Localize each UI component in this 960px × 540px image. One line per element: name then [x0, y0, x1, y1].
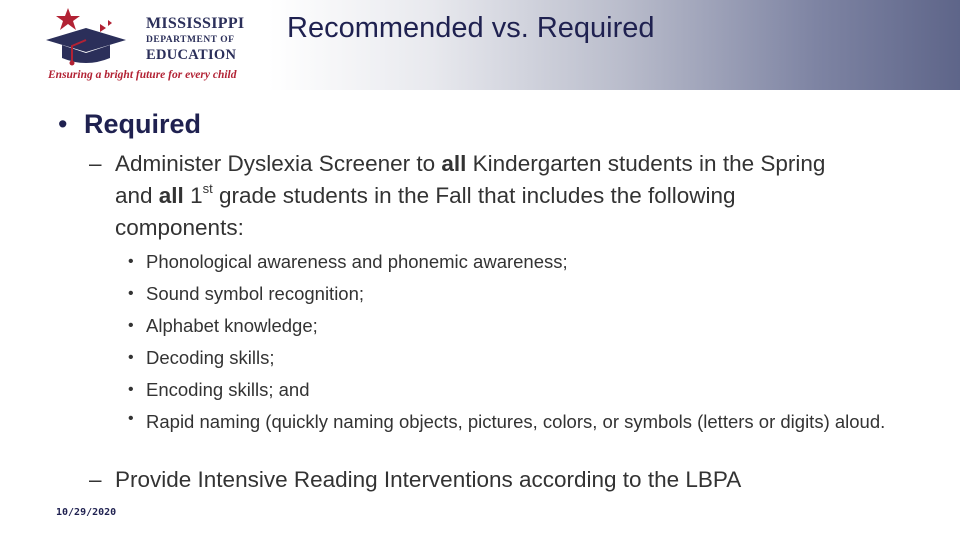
list-item [128, 246, 908, 278]
list-item-text: Sound symbol recognition; [146, 283, 365, 304]
emphasis-all: all [158, 183, 184, 208]
bullet-required-text: Required [84, 109, 202, 139]
ordinal-superscript: st [202, 181, 213, 196]
logo-line-mississippi: MISSISSIPPI [146, 15, 245, 32]
emphasis-all: all [441, 151, 467, 176]
list-item [128, 374, 908, 406]
list-item-text: Alphabet knowledge; [146, 315, 318, 336]
logo-line-education: EDUCATION [146, 47, 237, 63]
list-item-text: Phonological awareness and phonemic awareness; [146, 251, 568, 272]
bullet-marker: • [128, 349, 134, 366]
list-item [128, 310, 908, 342]
dash-marker: – [89, 467, 102, 492]
logo-line-department: DEPARTMENT OF [146, 35, 235, 45]
sub-bullet-screener-text [89, 148, 869, 244]
bullet-required [58, 106, 201, 142]
sub-bullet-interventions-text: Provide Intensive Reading Interventions according to the LBPA [115, 467, 742, 492]
sub-bullet-interventions [89, 464, 909, 496]
components-list [128, 246, 908, 435]
text-segment: Administer Dyslexia Screener to [115, 151, 442, 176]
bullet-marker: • [128, 285, 134, 302]
text-segment: Kindergarten students in the Spring and [115, 151, 826, 208]
logo-tagline: Ensuring a bright future for every child [48, 69, 237, 81]
list-item-text: Encoding skills; and [146, 379, 310, 400]
sub-bullet-screener [89, 148, 869, 244]
text-segment: 1 [183, 183, 203, 208]
bullet-marker: • [128, 381, 134, 398]
slide-date: 10/29/2020 [56, 507, 117, 518]
list-item-text: Rapid naming (quickly naming objects, pictures, colors, or symbols (letters or digits) aloud. [146, 411, 886, 432]
list-item [128, 342, 908, 374]
list-item [128, 406, 908, 435]
list-item-text: Decoding skills; [146, 347, 275, 368]
slide-title: Recommended vs. Required [287, 12, 655, 44]
text-segment: grade students in the Fall that includes the following components: [115, 183, 736, 240]
list-item [128, 278, 908, 310]
bullet-marker: • [128, 317, 134, 334]
dash-marker: – [89, 151, 102, 176]
bullet-marker: • [128, 410, 134, 427]
bullet-marker: • [58, 109, 68, 139]
bullet-marker: • [128, 253, 134, 270]
